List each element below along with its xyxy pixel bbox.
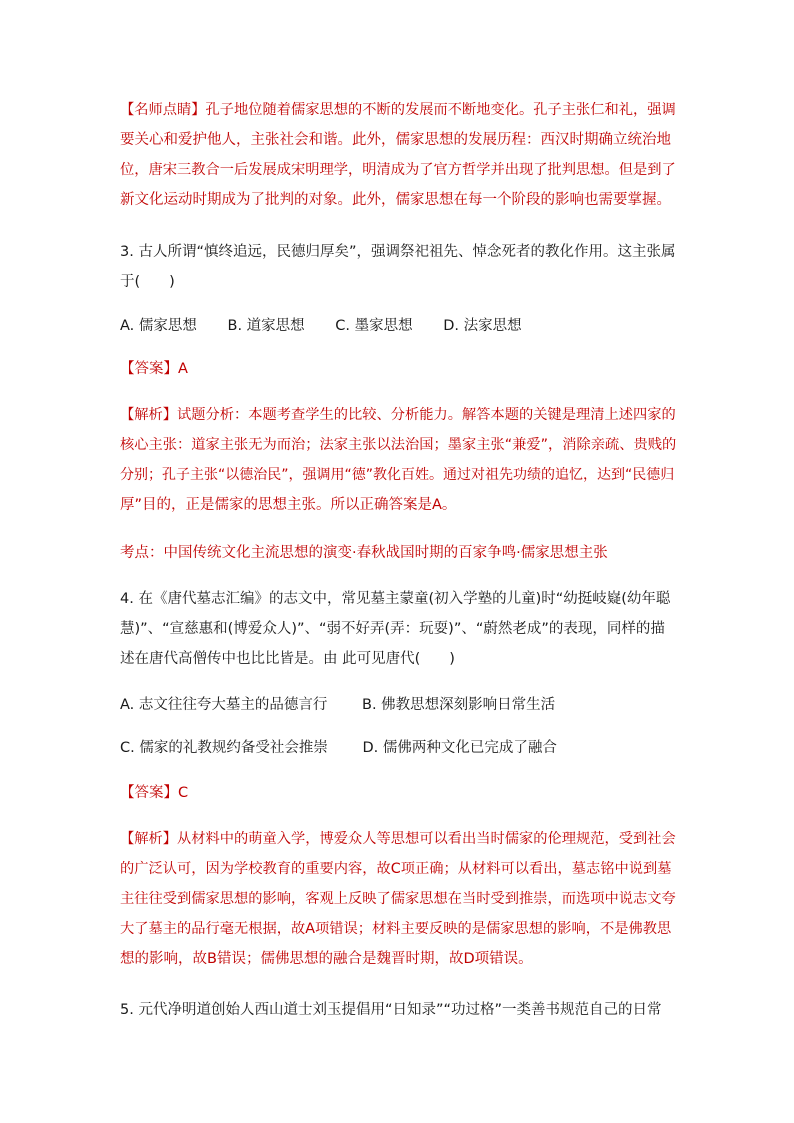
question-4-answer: 【答案】C xyxy=(120,785,189,801)
question-line: 慧)”、“宣慈惠和(博爱众人)”、“弱不好弄(弄：玩耍)”、“蔚然老成”的表现，同样的描 xyxy=(120,621,665,637)
analysis-line: 的广泛认可，因为学校教育的重要内容，故C项正确；从材料可以看出，墓志铭中说到墓 xyxy=(120,861,672,877)
question-line: 于( ) xyxy=(120,274,175,290)
question-line: 述在唐代高僧传中也比比皆是。由 此可见唐代( ) xyxy=(120,651,455,667)
tip-line: 位，唐宋三教合一后发展成宋明理学，明清成为了官方哲学并出现了批判思想。但是到了 xyxy=(120,162,676,178)
question-5-stem xyxy=(120,995,680,1025)
question-3-kaodian: 考点：中国传统文化主流思想的演变·春秋战国时期的百家争鸣·儒家思想主张 xyxy=(120,545,608,561)
option-c: C. 儒家的礼教规约备受社会推崇 xyxy=(120,740,328,756)
tip-line: 【名师点睛】孔子地位随着儒家思想的不断的发展而不断地变化。孔子主张仁和礼，强调 xyxy=(120,102,676,118)
analysis-line: 核心主张：道家主张无为而治；法家主张以法治国；墨家主张“兼爱”，消除亲疏、贵贱的 xyxy=(120,437,677,453)
option-d: D. 法家思想 xyxy=(443,318,522,334)
question-3-answer: 【答案】A xyxy=(120,361,188,377)
analysis-line: 厚”目的，正是儒家的思想主张。所以正确答案是A。 xyxy=(120,497,457,513)
analysis-line: 【解析】试题分析：本题考查学生的比较、分析能力。解答本题的关键是理清上述四家的 xyxy=(120,407,676,423)
question-line: 3. 古人所谓“慎终追远，民德归厚矣”，强调祭祀祖先、悼念死者的教化作用。这主张属 xyxy=(120,244,676,260)
question-4-options-row-1 xyxy=(120,690,680,720)
option-b: B. 佛教思想深刻影响日常生活 xyxy=(362,697,556,713)
tip-line: 新文化运动时期成为了批判的对象。此外，儒家思想在每一个阶段的影响也需要掌握。 xyxy=(120,192,671,208)
question-4-stem xyxy=(120,584,680,674)
option-c: C. 墨家思想 xyxy=(335,318,413,334)
teacher-tip xyxy=(120,95,680,215)
question-3-analysis xyxy=(120,400,680,520)
option-b: B. 道家思想 xyxy=(227,318,305,334)
question-line: 4. 在《唐代墓志汇编》的志文中，常见墓主蒙童(初入学塾的儿童)时“幼挺岐嶷(幼年聪 xyxy=(120,591,671,607)
option-a: A. 儒家思想 xyxy=(120,318,197,334)
analysis-line: 想的影响，故B错误；儒佛思想的融合是魏晋时期，故D项错误。 xyxy=(120,951,533,967)
analysis-line: 大了墓主的品行毫无根据，故A项错误；材料主要反映的是儒家思想的影响，不是佛教思 xyxy=(120,921,672,937)
analysis-line: 主往往受到儒家思想的影响，客观上反映了儒家思想在当时受到推崇，而选项中说志文夸 xyxy=(120,891,676,907)
option-d: D. 儒佛两种文化已完成了融合 xyxy=(362,740,557,756)
question-3-stem xyxy=(120,237,680,297)
analysis-line: 分别；孔子主张“以德治民”，强调用“德”教化百姓。通过对祖先功绩的追忆，达到“民德归 xyxy=(120,467,675,483)
question-3-options xyxy=(120,311,680,341)
option-a: A. 志文往往夸大墓主的品德言行 xyxy=(120,697,328,713)
question-line: 5. 元代净明道创始人西山道士刘玉提倡用“日知录”“功过格”一类善书规范自己的日常 xyxy=(120,1002,662,1018)
question-4-analysis xyxy=(120,824,680,974)
tip-line: 要关心和爱护他人，主张社会和谐。此外，儒家思想的发展历程：西汉时期确立统治地 xyxy=(120,132,671,148)
analysis-line: 【解析】从材料中的萌童入学，博爱众人等思想可以看出当时儒家的伦理规范，受到社会 xyxy=(120,831,676,847)
question-4-options-row-2 xyxy=(120,733,680,763)
